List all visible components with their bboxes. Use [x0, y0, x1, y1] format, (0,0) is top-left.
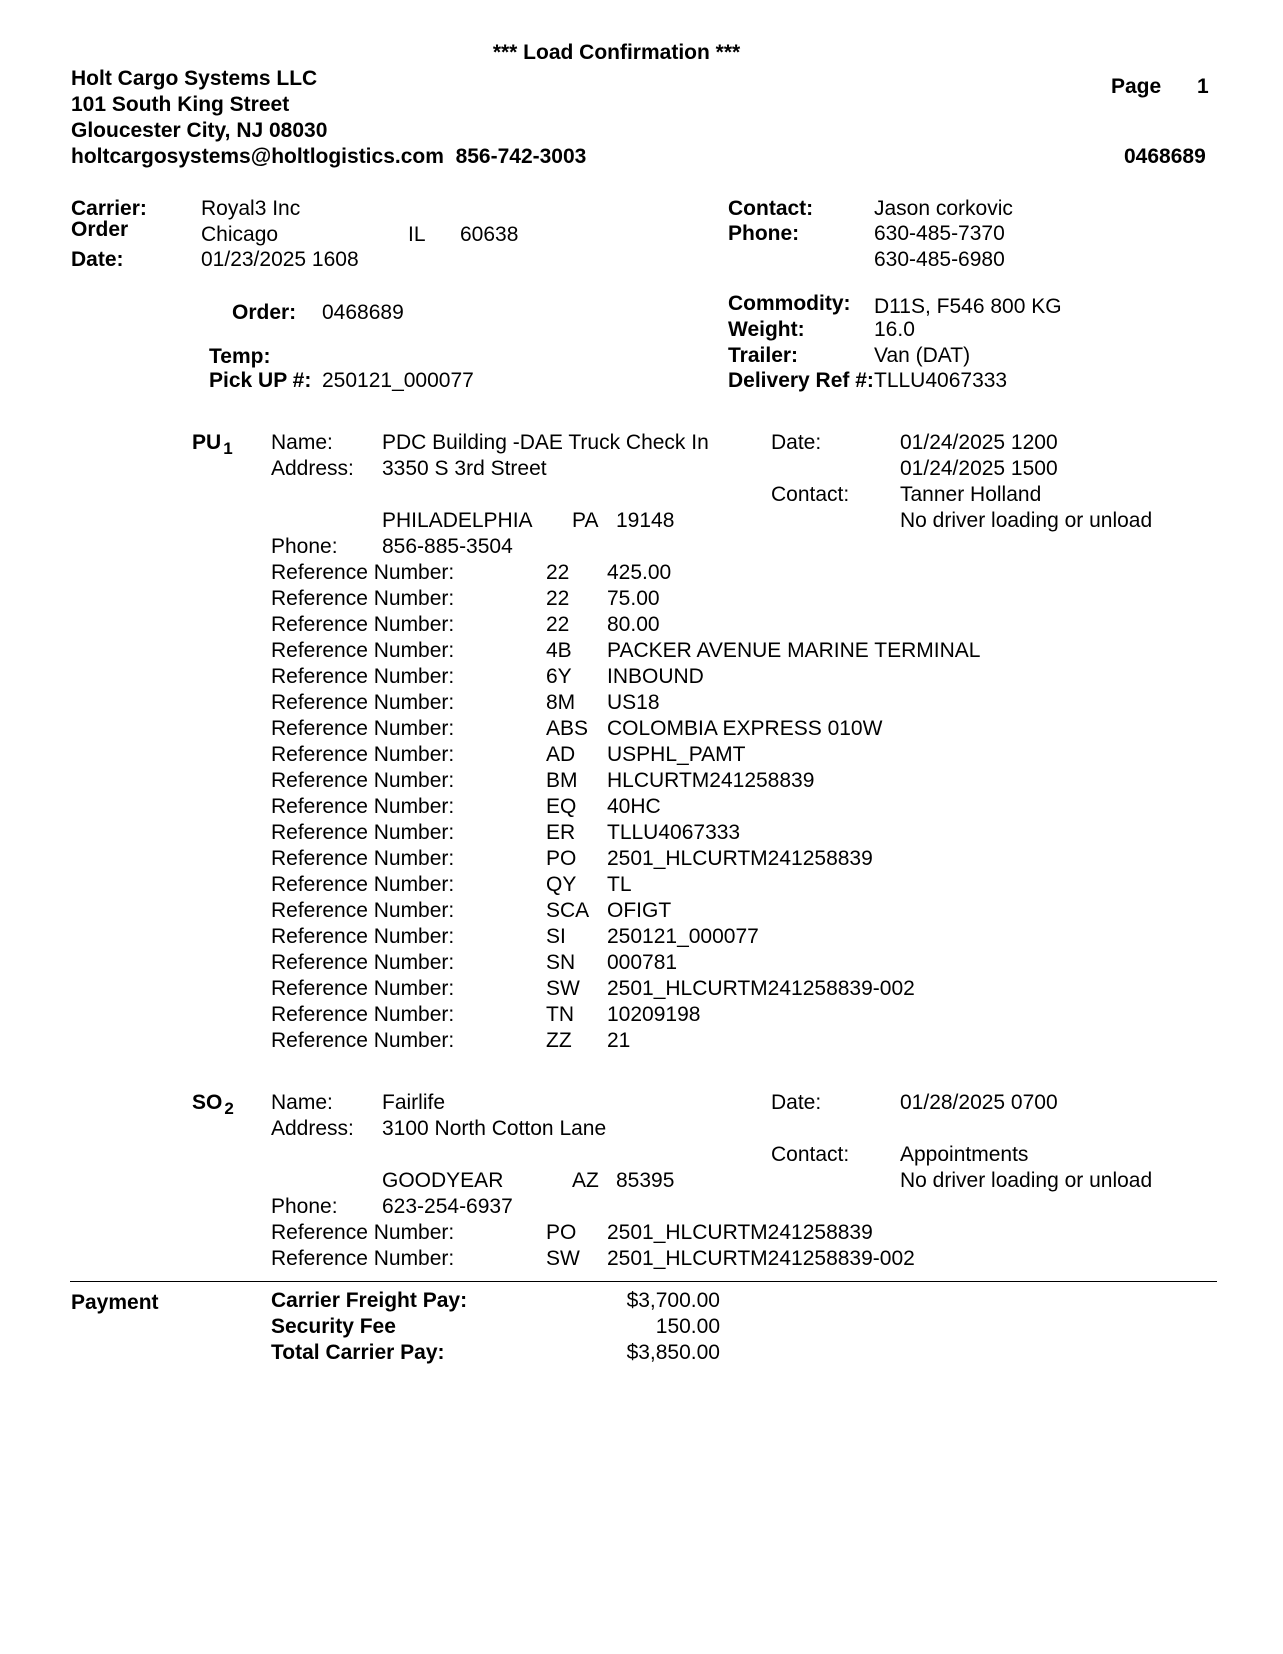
order-date-label-2: Date:: [71, 248, 124, 271]
reference-label: Reference Number:: [271, 847, 455, 870]
contact-label: Contact:: [728, 197, 814, 220]
stop-name: PDC Building -DAE Truck Check In: [382, 431, 709, 454]
stop-address: 3350 S 3rd Street: [382, 457, 547, 480]
reference-code: SCA: [546, 899, 590, 922]
payment-line-amount: $3,850.00: [626, 1341, 720, 1364]
reference-label: Reference Number:: [271, 951, 455, 974]
reference-code: 8M: [546, 691, 576, 714]
reference-label: Reference Number:: [271, 561, 455, 584]
reference-label: Reference Number:: [271, 925, 455, 948]
stop-date-end: 01/24/2025 1500: [900, 457, 1058, 480]
reference-code: ER: [546, 821, 576, 844]
reference-code: PO: [546, 847, 577, 870]
order-date-label-1: Order: [71, 218, 129, 241]
reference-label: Reference Number:: [271, 1221, 455, 1244]
reference-label: Reference Number:: [271, 899, 455, 922]
weight-value: 16.0: [874, 318, 915, 341]
reference-label: Reference Number:: [271, 665, 455, 688]
company-street: 101 South King Street: [71, 93, 290, 116]
payment-line-amount: 150.00: [655, 1315, 720, 1338]
payment-label: Payment: [71, 1291, 159, 1314]
stop-date-label: Date:: [771, 1091, 822, 1114]
reference-value: 80.00: [607, 613, 660, 636]
trailer-label: Trailer:: [728, 344, 799, 367]
reference-label: Reference Number:: [271, 639, 455, 662]
payment-line-label: Security Fee: [271, 1315, 396, 1338]
delivery-ref-label: Delivery Ref #:: [728, 369, 874, 392]
stop-type: PU: [192, 431, 222, 454]
pickup-number-label: Pick UP #:: [209, 369, 312, 392]
reference-label: Reference Number:: [271, 769, 455, 792]
reference-value: 000781: [607, 951, 678, 974]
reference-value: US18: [607, 691, 660, 714]
reference-code: SW: [546, 977, 580, 1000]
reference-label: Reference Number:: [271, 1247, 455, 1270]
stop-note: No driver loading or unload: [900, 509, 1153, 532]
page-label: Page: [1111, 75, 1162, 98]
reference-label: Reference Number:: [271, 873, 455, 896]
reference-label: Reference Number:: [271, 613, 455, 636]
stop-number: 2: [224, 1099, 234, 1118]
phone-value-2: 630-485-6980: [874, 248, 1005, 271]
carrier-label: Carrier:: [71, 197, 147, 220]
stop-date-label: Date:: [771, 431, 822, 454]
payment-line-amount: $3,700.00: [626, 1289, 720, 1312]
trailer-value: Van (DAT): [874, 344, 971, 367]
company-contact: holtcargosystems@holtlogistics.com 856-742-3003: [71, 145, 587, 168]
commodity-label: Commodity:: [728, 292, 851, 315]
document-title: *** Load Confirmation ***: [492, 41, 741, 64]
reference-value: 40HC: [607, 795, 661, 818]
carrier-name: Royal3 Inc: [201, 197, 301, 220]
carrier-zip: 60638: [460, 223, 519, 246]
reference-code: QY: [546, 873, 577, 896]
reference-code: 6Y: [546, 665, 572, 688]
pickup-number-value: 250121_000077: [322, 369, 474, 392]
reference-value: 2501_HLCURTM241258839-002: [607, 1247, 915, 1270]
stop-phone: 856-885-3504: [382, 535, 513, 558]
phone-label: Phone:: [728, 222, 800, 245]
payment-divider: [70, 1281, 1217, 1282]
reference-value: TL: [607, 873, 632, 896]
stop-city: GOODYEAR: [382, 1169, 504, 1192]
reference-code: 22: [546, 587, 570, 610]
reference-value: USPHL_PAMT: [607, 743, 746, 766]
stop-date: 01/28/2025 0700: [900, 1091, 1058, 1114]
weight-label: Weight:: [728, 318, 805, 341]
stop-zip: 85395: [616, 1169, 675, 1192]
reference-code: SW: [546, 1247, 580, 1270]
reference-code: SN: [546, 951, 576, 974]
reference-code: ZZ: [546, 1029, 572, 1052]
temp-label: Temp:: [209, 345, 271, 368]
delivery-ref-value: TLLU4067333: [874, 369, 1008, 392]
carrier-state: IL: [408, 223, 426, 246]
reference-label: Reference Number:: [271, 587, 455, 610]
stop-contact: Tanner Holland: [900, 483, 1042, 506]
stop-phone: 623-254-6937: [382, 1195, 513, 1218]
stop-number: 1: [223, 439, 233, 458]
stop-state: PA: [572, 509, 599, 532]
reference-code: AD: [546, 743, 576, 766]
reference-code: EQ: [546, 795, 577, 818]
reference-value: INBOUND: [607, 665, 704, 688]
stop-phone-label: Phone:: [271, 535, 338, 558]
reference-label: Reference Number:: [271, 795, 455, 818]
stop-contact-label: Contact:: [771, 1143, 850, 1166]
stop-name-label: Name:: [271, 431, 333, 454]
reference-value: 2501_HLCURTM241258839: [607, 847, 873, 870]
reference-code: 4B: [546, 639, 572, 662]
order-label: Order:: [232, 301, 297, 324]
reference-value: 75.00: [607, 587, 660, 610]
stop-address: 3100 North Cotton Lane: [382, 1117, 607, 1140]
reference-label: Reference Number:: [271, 1003, 455, 1026]
reference-value: 21: [607, 1029, 631, 1052]
reference-code: 22: [546, 561, 570, 584]
carrier-city: Chicago: [201, 223, 279, 246]
stop-address-label: Address:: [271, 1117, 354, 1140]
phone-value-1: 630-485-7370: [874, 222, 1005, 245]
stop-name-label: Name:: [271, 1091, 333, 1114]
reference-label: Reference Number:: [271, 691, 455, 714]
reference-value: HLCURTM241258839: [607, 769, 815, 792]
reference-value: 10209198: [607, 1003, 701, 1026]
commodity-value: D11S, F546 800 KG: [874, 295, 1062, 318]
contact-value: Jason corkovic: [874, 197, 1013, 220]
stop-state: AZ: [572, 1169, 599, 1192]
order-value: 0468689: [322, 301, 404, 324]
stop-phone-label: Phone:: [271, 1195, 338, 1218]
reference-code: BM: [546, 769, 578, 792]
order-date-value: 01/23/2025 1608: [201, 248, 359, 271]
reference-label: Reference Number:: [271, 743, 455, 766]
reference-value: PACKER AVENUE MARINE TERMINAL: [607, 639, 981, 662]
payment-line-label: Total Carrier Pay:: [271, 1341, 445, 1364]
stop-city: PHILADELPHIA: [382, 509, 533, 532]
stop-address-label: Address:: [271, 457, 354, 480]
stop-note: No driver loading or unload: [900, 1169, 1153, 1192]
reference-value: 250121_000077: [607, 925, 759, 948]
stop-date: 01/24/2025 1200: [900, 431, 1058, 454]
page-number: 1: [1197, 75, 1209, 98]
reference-label: Reference Number:: [271, 1029, 455, 1052]
reference-label: Reference Number:: [271, 717, 455, 740]
reference-label: Reference Number:: [271, 977, 455, 1000]
stop-code: [192, 1090, 234, 1117]
reference-value: 2501_HLCURTM241258839-002: [607, 977, 915, 1000]
reference-code: PO: [546, 1221, 577, 1244]
payment-line-label: Carrier Freight Pay:: [271, 1289, 468, 1312]
reference-value: COLOMBIA EXPRESS 010W: [607, 717, 883, 740]
stop-contact-label: Contact:: [771, 483, 850, 506]
stop-name: Fairlife: [382, 1091, 446, 1114]
reference-code: TN: [546, 1003, 574, 1026]
company-name: Holt Cargo Systems LLC: [71, 67, 318, 90]
reference-value: TLLU4067333: [607, 821, 741, 844]
reference-code: 22: [546, 613, 570, 636]
reference-value: 2501_HLCURTM241258839: [607, 1221, 873, 1244]
document-number: 0468689: [1124, 145, 1206, 168]
reference-value: 425.00: [607, 561, 672, 584]
stop-code: [192, 430, 233, 457]
reference-code: SI: [546, 925, 566, 948]
reference-label: Reference Number:: [271, 821, 455, 844]
reference-code: ABS: [546, 717, 589, 740]
stop-zip: 19148: [616, 509, 675, 532]
stop-type: SO: [192, 1091, 223, 1114]
company-city: Gloucester City, NJ 08030: [71, 119, 328, 142]
reference-value: OFIGT: [607, 899, 672, 922]
stop-contact: Appointments: [900, 1143, 1029, 1166]
